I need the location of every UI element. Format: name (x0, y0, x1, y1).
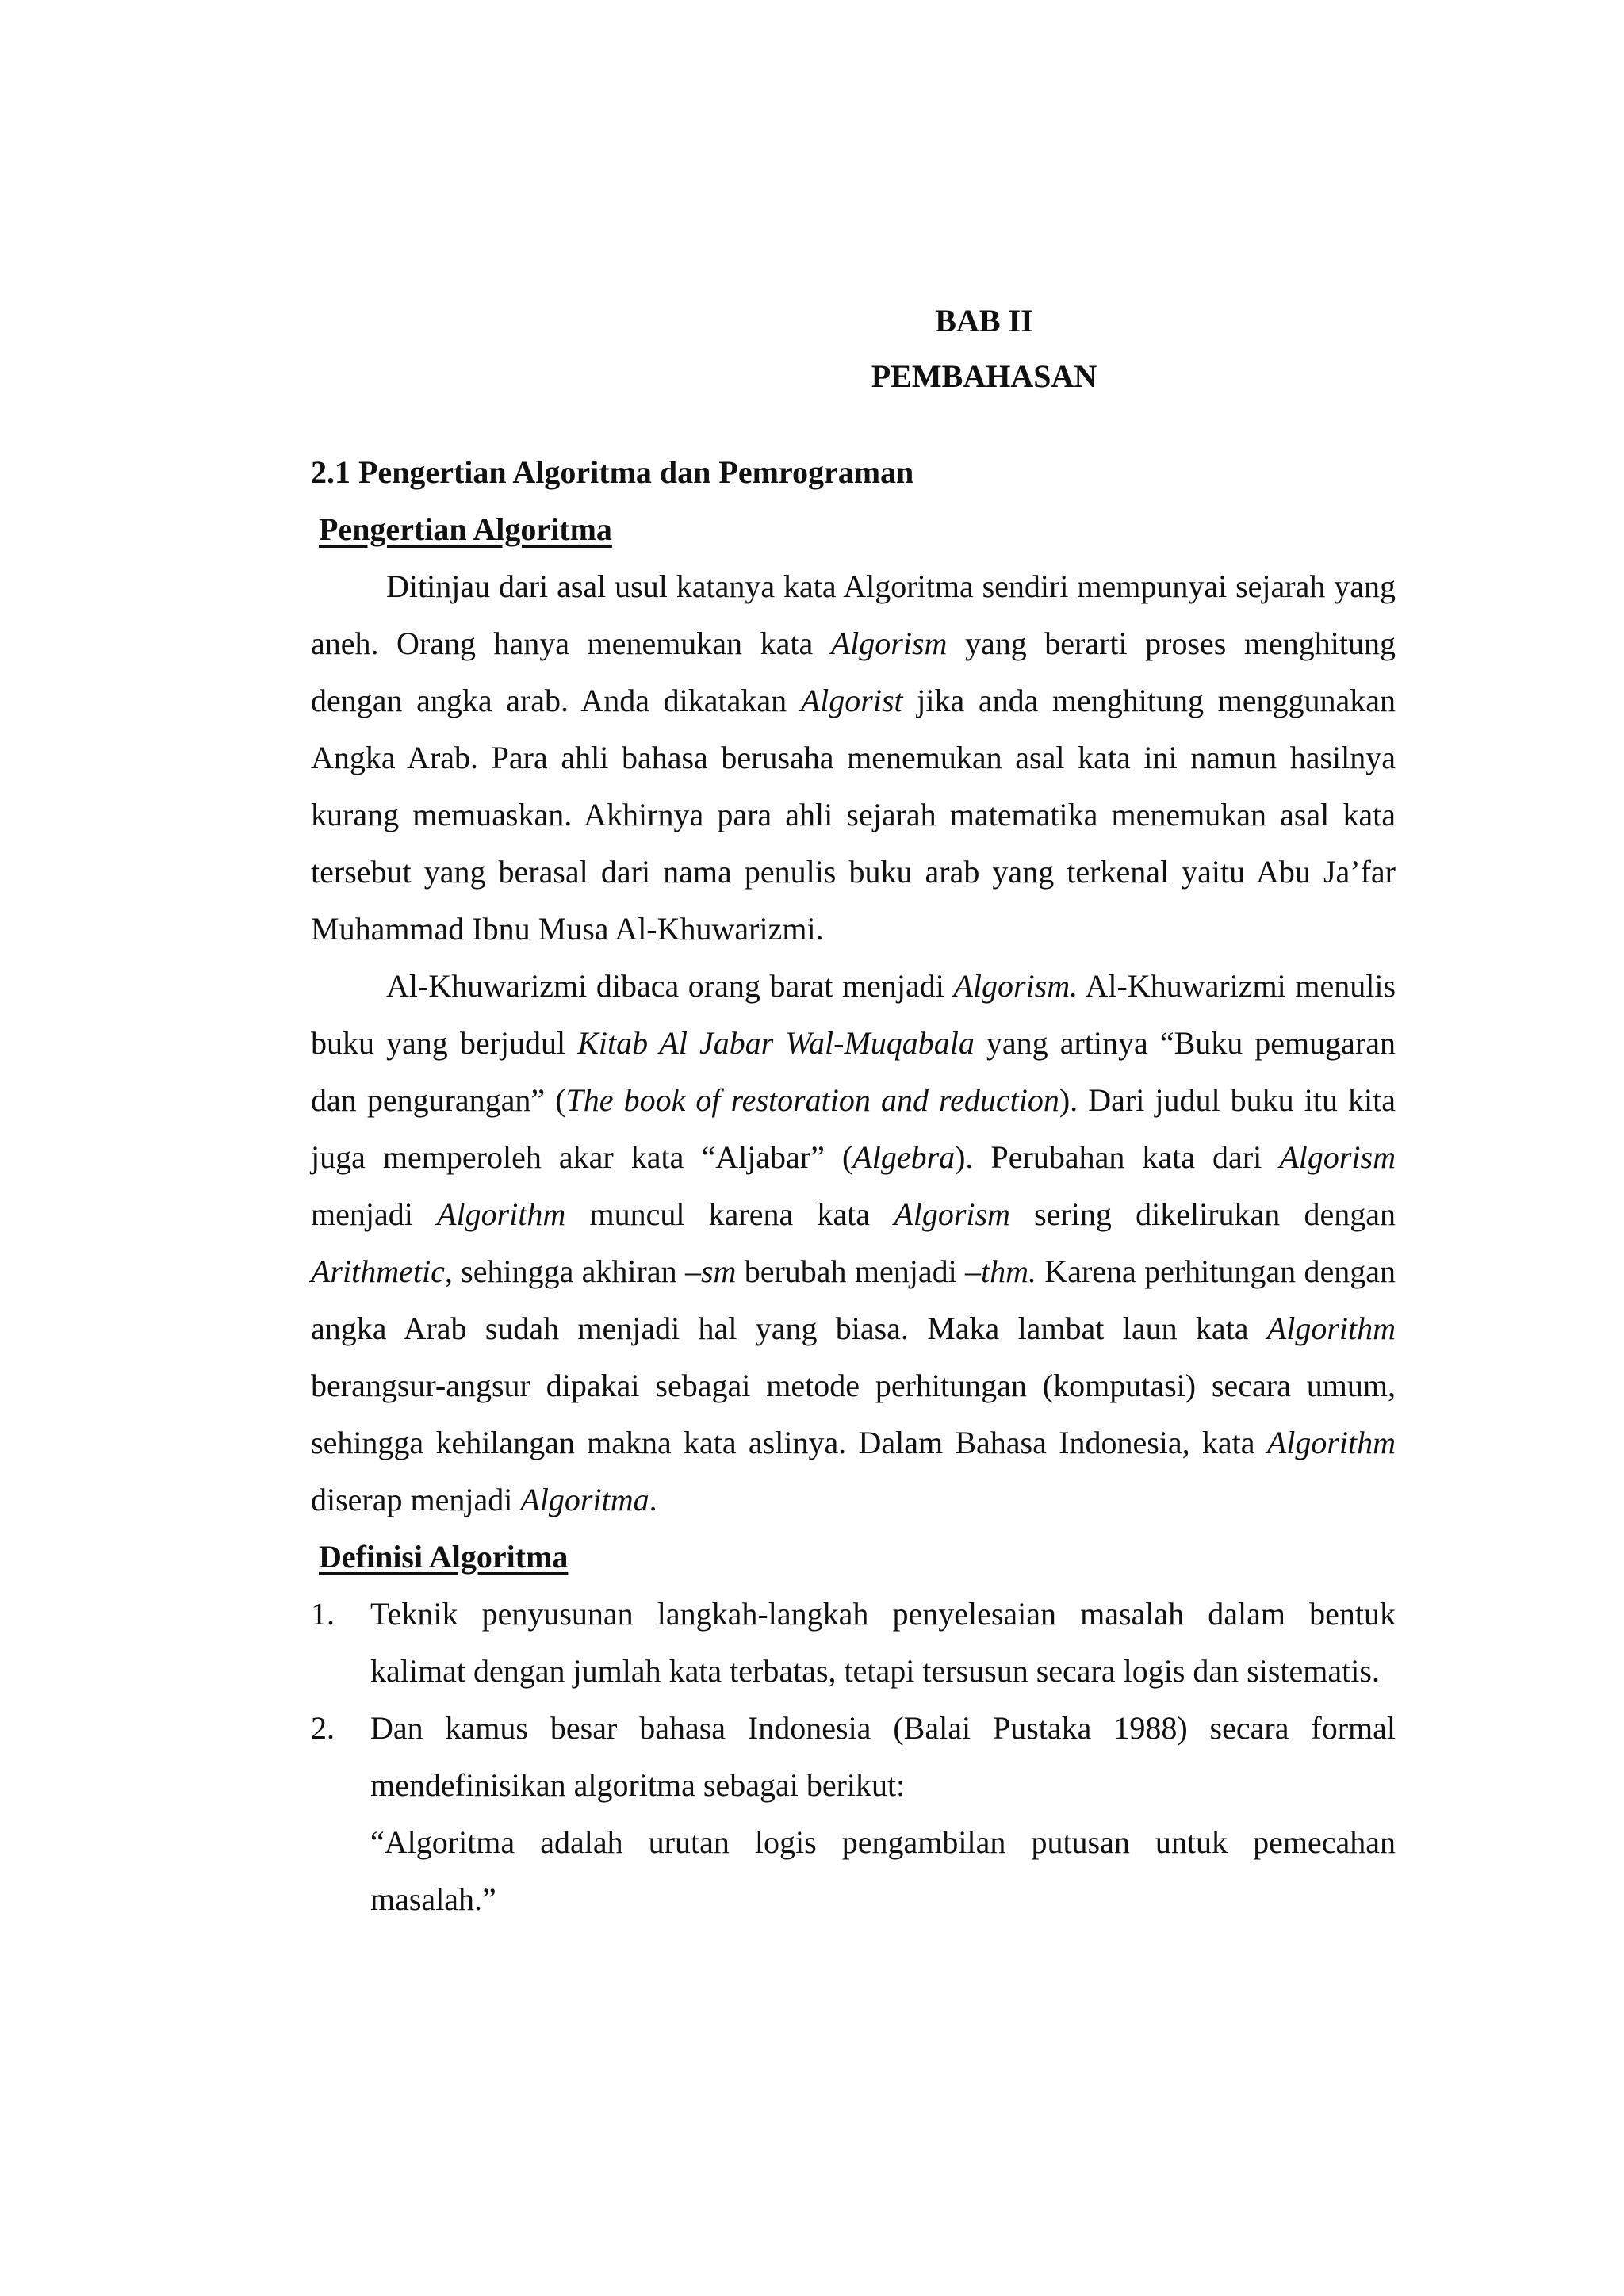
paragraph-text: berubah menjadi (736, 1253, 966, 1289)
paragraph-text: yang artinya “Buku pemugaran dan pengurangan” ( (311, 1025, 1396, 1118)
paragraph-text: Al-Khuwarizmi menulis buku yang berjudul (311, 968, 1396, 1061)
paragraph-text: yang berarti proses menghitung dengan angka arab. Anda dikatakan (311, 626, 1396, 718)
italic-term: Algebra (852, 1139, 956, 1175)
list-item (311, 1700, 1396, 1814)
list-text: Dan kamus besar bahasa Indonesia (Balai Pustaka 1988) secara formal mendefinisikan algoritma sebagai berikut: (370, 1710, 1396, 1803)
paragraph-khuwarizmi (311, 958, 1396, 1529)
document-page (311, 301, 1396, 1928)
paragraph-text: . (649, 1482, 657, 1517)
italic-term: Algorist (800, 683, 903, 718)
italic-term: Algorism (830, 626, 948, 661)
paragraph-text: , sehingga akhiran (444, 1253, 685, 1289)
paragraph-text: diserap menjadi (311, 1482, 521, 1517)
italic-term: Arithmetic (311, 1253, 445, 1289)
italic-term: –sm (684, 1253, 737, 1289)
paragraph-text: Ditinjau dari asal usul katanya kata Algoritma sendiri mempunyai sejarah yang aneh. Orang hanya menemukan kata (311, 568, 1396, 661)
italic-term: Algoritma (520, 1482, 649, 1517)
paragraph-text: berangsur-angsur dipakai sebagai metode perhitungan (komputasi) secara umum, sehingga kehilangan makna kata aslinya. Dalam Bahasa Indonesia, kata (311, 1368, 1396, 1460)
paragraph-text: muncul karena kata (565, 1196, 894, 1232)
paragraph-text: ). Dari judul buku itu kita juga memperoleh akar kata “Aljabar” ( (311, 1082, 1396, 1175)
paragraph-text: sering dikelirukan dengan (1009, 1196, 1396, 1232)
paragraph-text: ). Perubahan kata dari (955, 1139, 1280, 1175)
italic-term: Algorithm (437, 1196, 566, 1232)
paragraph-text: Al-Khuwarizmi dibaca orang barat menjadi (386, 968, 954, 1004)
italic-term: Algorism. (953, 968, 1078, 1004)
italic-term: The book of restoration and reduction (565, 1082, 1059, 1118)
italic-term: Kitab Al Jabar Wal-Muqabala (577, 1025, 975, 1061)
chapter-title: PEMBAHASAN (871, 358, 1097, 394)
subsection-heading-definisi: Definisi Algoritma (319, 1539, 569, 1575)
italic-term: –thm. (965, 1253, 1037, 1289)
italic-term: Algorism (1279, 1139, 1396, 1175)
italic-term: Algorithm (1266, 1311, 1396, 1346)
chapter-label: BAB II (935, 303, 1033, 339)
paragraph-etymology (311, 558, 1396, 958)
list-number: 1. (311, 1596, 335, 1632)
subsection-heading-pengertian: Pengertian Algoritma (319, 511, 612, 547)
italic-term: Algorism (894, 1196, 1010, 1232)
list-item (311, 1586, 1396, 1700)
paragraph-text: jika anda menghitung menggunakan Angka Arab. Para ahli bahasa berusaha menemukan asal kata ini namun hasilnya kurang memuaskan. Akhirnya para ahli sejarah matematika menemukan asal kata tersebut yang berasal dari nama penulis buku arab yang terkenal yaitu Abu Ja’far Muhammad Ibnu Musa Al-Khuwarizmi. (311, 683, 1396, 947)
list-text: Teknik penyusunan langkah-langkah penyelesaian masalah dalam bentuk kalimat dengan jumlah kata terbatas, tetapi tersusun secara logis dan sistematis. (370, 1596, 1396, 1689)
definition-quote: “Algoritma adalah urutan logis pengambilan putusan untuk pemecahan masalah.” (370, 1824, 1396, 1917)
paragraph-text: Karena perhitungan dengan angka Arab sudah menjadi hal yang biasa. Maka lambat laun kata (311, 1253, 1396, 1346)
paragraph-text: menjadi (311, 1196, 438, 1232)
definition-list (311, 1586, 1396, 1814)
italic-term: Algorithm (1266, 1425, 1396, 1460)
section-title: 2.1 Pengertian Algoritma dan Pemrograman (311, 454, 914, 490)
list-number: 2. (311, 1710, 335, 1746)
